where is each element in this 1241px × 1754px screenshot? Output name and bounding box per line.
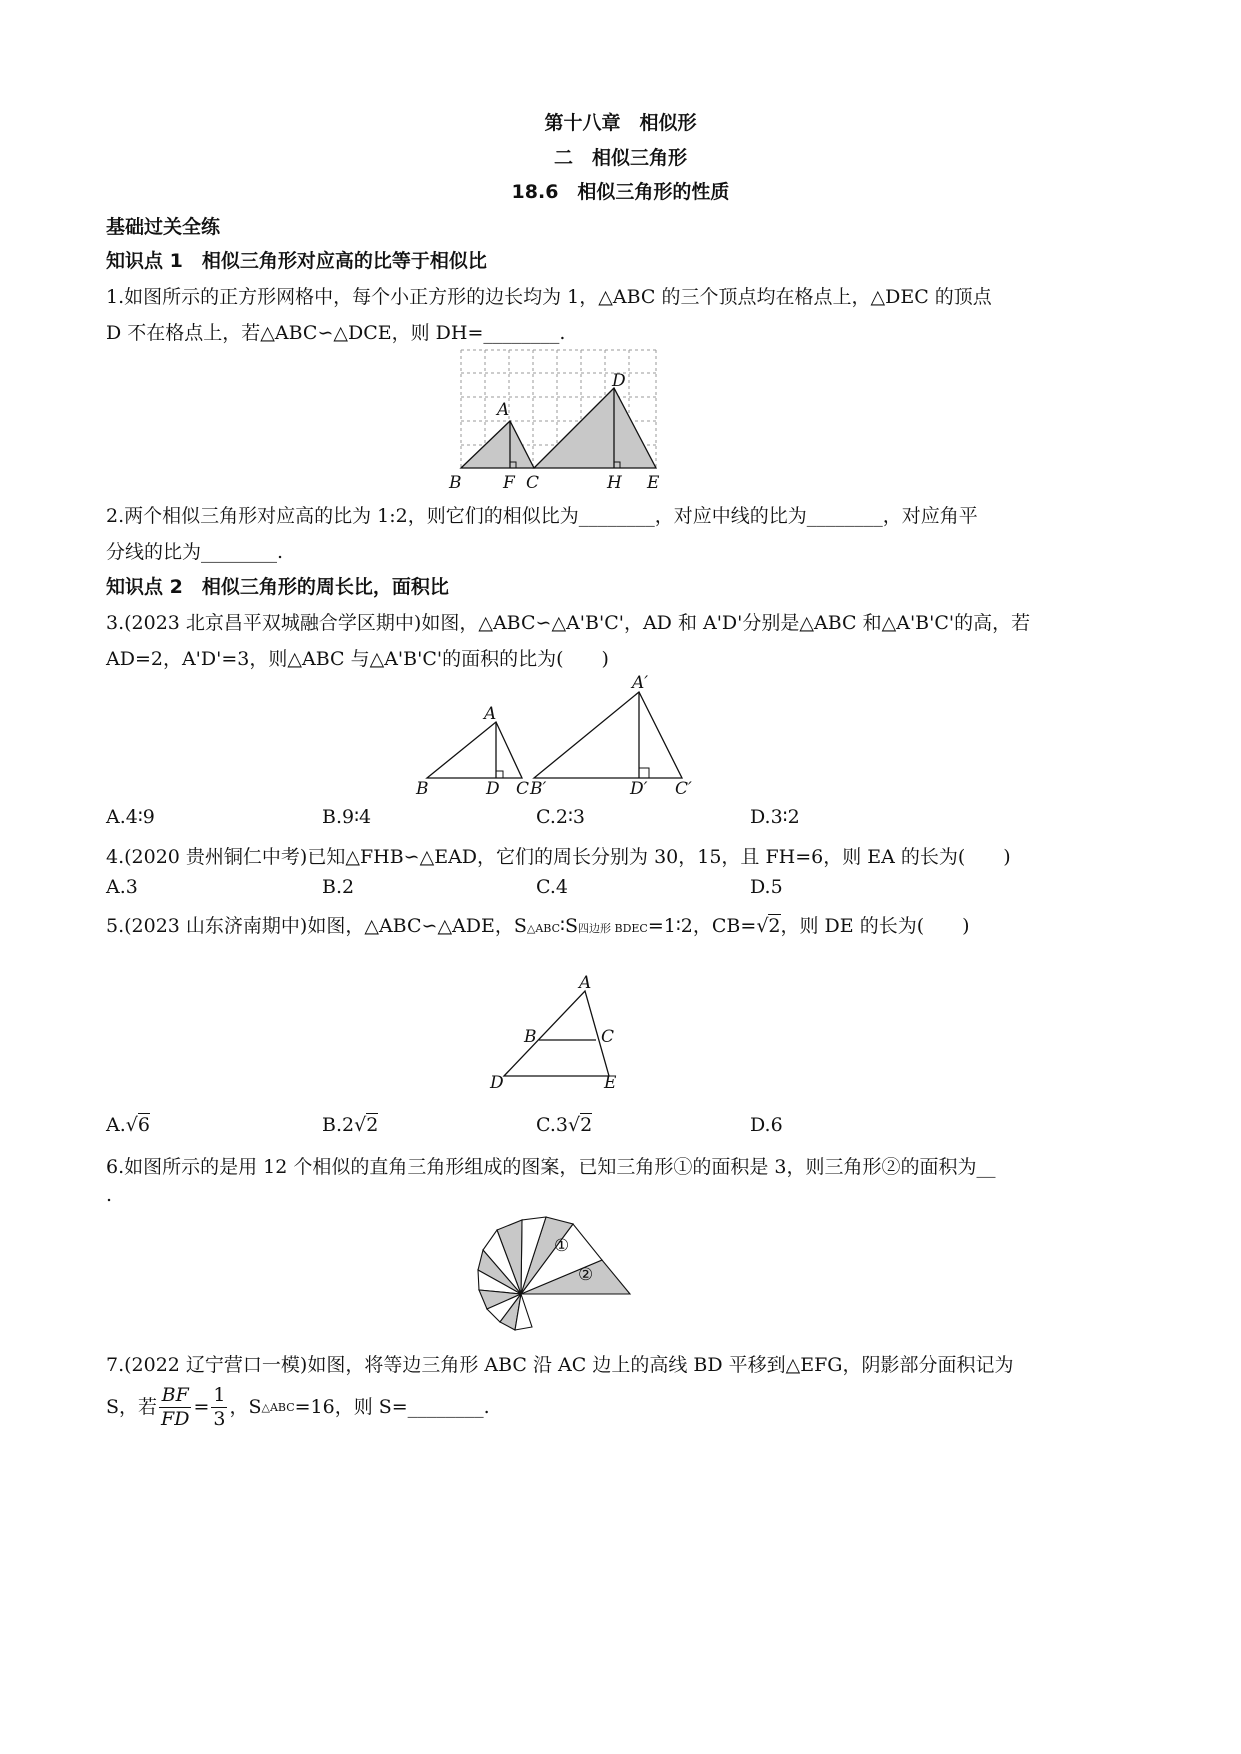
triangle-abc xyxy=(427,722,522,778)
option-prefix: C.3 xyxy=(536,1114,568,1136)
option-prefix: A. xyxy=(106,1114,126,1136)
q5-line1 xyxy=(106,911,970,938)
q4-option-d: D.5 xyxy=(750,876,783,898)
label-a: A xyxy=(497,400,510,420)
q5-option-d xyxy=(750,1114,783,1136)
q5-tail: ，则 DE 的长为( ) xyxy=(780,915,970,937)
q3-line2: AD=2，A'D'=3，则△ABC 与△A'B'C'的面积的比为( ) xyxy=(106,648,609,670)
label-h: H xyxy=(607,473,622,493)
q7-fraction-2 xyxy=(211,1386,227,1429)
label-e: E xyxy=(604,1073,617,1093)
q4-option-c: C.4 xyxy=(536,876,568,898)
q7-pre: S，若 xyxy=(106,1396,158,1418)
q2-line1: 2.两个相似三角形对应高的比为 1:2，则它们的相似比为________，对应中线的比为________，对应角平 xyxy=(106,505,978,527)
label-a: A xyxy=(579,974,592,993)
option-radicand: 2 xyxy=(366,1114,379,1136)
knowledge-point-2: 知识点 2 相似三角形的周长比，面积比 xyxy=(106,576,449,598)
sqrt-symbol: √ xyxy=(568,1114,581,1136)
q5-option-a xyxy=(106,1114,150,1136)
option-radicand: 6 xyxy=(137,1114,150,1136)
knowledge-point-1: 知识点 1 相似三角形对应高的比等于相似比 xyxy=(106,250,487,272)
q6-line2: . xyxy=(106,1184,113,1206)
chapter-title: 第十八章 相似形 xyxy=(544,112,697,134)
label-d: D xyxy=(612,371,626,391)
label-e: E xyxy=(647,473,660,493)
section-title: 二 相似三角形 xyxy=(553,147,687,169)
triangle-ade xyxy=(504,991,609,1076)
q1-line2: D 不在格点上，若△ABC∽△DCE，则 DH=________. xyxy=(106,322,566,344)
label-f: F xyxy=(503,473,515,493)
lesson-title: 18.6 相似三角形的性质 xyxy=(511,181,730,203)
q7-num: BF xyxy=(159,1386,191,1408)
label-c: C xyxy=(516,779,530,799)
q7-den2: 3 xyxy=(213,1408,226,1430)
q5-triangle-figure xyxy=(480,974,640,1094)
label-d: D xyxy=(486,779,500,799)
q5-option-c xyxy=(536,1114,592,1136)
q7-den: FD xyxy=(161,1408,190,1430)
q4-line1: 4.(2020 贵州铜仁中考)已知△FHB∽△EAD，它们的周长分别为 30，15，且 FH=6，则 EA 的长为( ) xyxy=(106,846,1011,868)
q3-triangles-figure xyxy=(410,670,710,800)
option-prefix: D.6 xyxy=(750,1114,783,1136)
q6-line1: 6.如图所示的是用 12 个相似的直角三角形组成的图案，已知三角形①的面积是 3，则三角形②的面积为__ xyxy=(106,1156,996,1178)
q5-prefix: 5.(2023 山东济南期中)如图，△ABC∽△ADE，S xyxy=(106,915,527,937)
q5-mid: ∶S xyxy=(560,915,578,937)
q5-sub2: 四边形 BDEC xyxy=(577,922,648,935)
q5-radicand: 2 xyxy=(768,915,781,937)
triangle-dce xyxy=(534,388,656,468)
label-d: D xyxy=(490,1073,504,1093)
label-b: B xyxy=(416,779,429,799)
q7-fraction xyxy=(159,1386,191,1429)
label-c-prime: C′ xyxy=(675,779,692,799)
q3-line1: 3.(2023 北京昌平双城融合学区期中)如图，△ABC∽△A'B'C'，AD 和 A'D'分别是△ABC 和△A'B'C'的高，若 xyxy=(106,612,1031,634)
q4-option-b: B.2 xyxy=(322,876,355,898)
right-angle-d2 xyxy=(639,768,649,778)
triangle-a2b2c2 xyxy=(534,692,682,778)
q7-line1: 7.(2022 辽宁营口一模)如图，将等边三角形 ABC 沿 AC 边上的高线 BD 平移到△EFG，阴影部分面积记为 xyxy=(106,1354,1014,1376)
label-triangle-2: ② xyxy=(578,1265,594,1285)
q3-option-c: C.2∶3 xyxy=(536,806,586,828)
label-a: A xyxy=(484,704,497,724)
label-d-prime: D′ xyxy=(630,779,648,799)
option-prefix: B.2 xyxy=(322,1114,355,1136)
q5-option-b xyxy=(322,1114,378,1136)
q4-option-a: A.3 xyxy=(106,876,138,898)
q5-suffix: =1∶2，CB= xyxy=(647,915,757,937)
right-angle-d xyxy=(496,771,503,778)
q7-eq: = xyxy=(193,1396,210,1418)
q7-num2: 1 xyxy=(213,1384,226,1406)
label-c: C xyxy=(601,1027,615,1047)
label-b: B xyxy=(449,473,462,493)
q2-line2: 分线的比为________. xyxy=(106,541,284,563)
q7-line2 xyxy=(106,1386,490,1429)
label-b: B xyxy=(524,1027,537,1047)
label-a-prime: A′ xyxy=(632,673,649,693)
q3-option-d: D.3∶2 xyxy=(750,806,800,828)
q6-spiral-figure xyxy=(470,1212,640,1342)
q3-option-a: A.4∶9 xyxy=(106,806,155,828)
sqrt-symbol: √ xyxy=(354,1114,367,1136)
label-triangle-1: ① xyxy=(554,1236,570,1256)
q7-tail: =16，则 S=________. xyxy=(294,1396,490,1418)
sqrt-symbol: √ xyxy=(756,915,769,937)
label-b-prime: B′ xyxy=(530,779,547,799)
practice-heading: 基础过关全练 xyxy=(106,216,221,238)
label-c: C xyxy=(526,473,540,493)
q1-line1: 1.如图所示的正方形网格中，每个小正方形的边长均为 1，△ABC 的三个顶点均在格点上，△DEC 的顶点 xyxy=(106,286,992,308)
q7-sub: △ABC xyxy=(261,1401,295,1414)
option-radicand: 2 xyxy=(580,1114,593,1136)
q5-sub1: △ABC xyxy=(526,922,561,935)
sqrt-symbol: √ xyxy=(125,1114,138,1136)
q1-grid-figure xyxy=(440,340,680,495)
q3-option-b: B.9∶4 xyxy=(322,806,372,828)
q7-mid: ，S xyxy=(229,1396,262,1418)
